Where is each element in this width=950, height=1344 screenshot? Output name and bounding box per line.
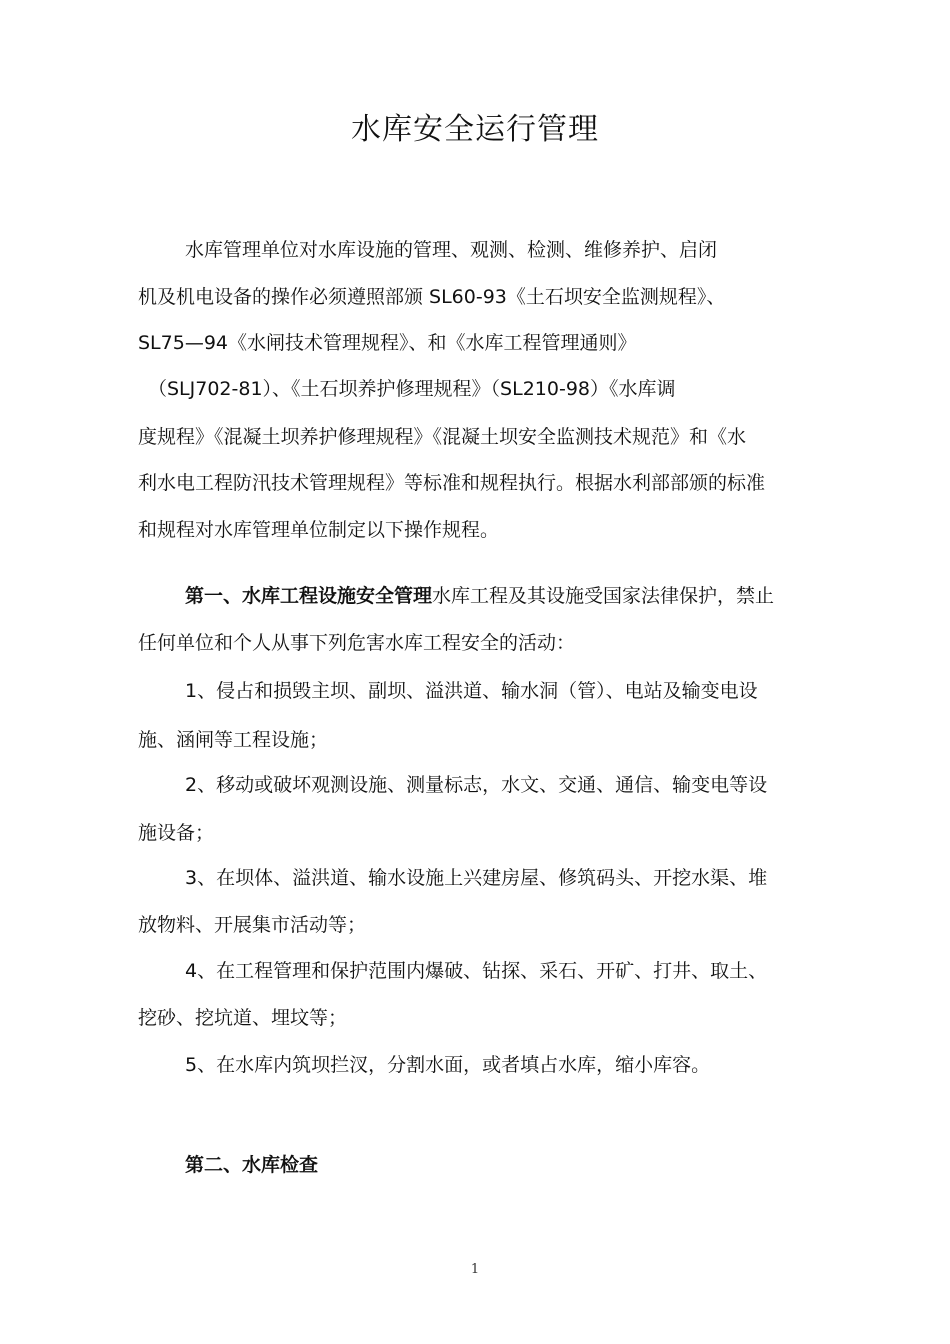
list-item-continuation: 施设备； xyxy=(138,822,215,844)
list-item-continuation: 施、涵闸等工程设施； xyxy=(138,729,329,751)
section-2-heading: 第二、水库检查 xyxy=(185,1154,319,1176)
intro-line: 机及机电设备的操作必须遵照部颁 SL60-93《土石坝安全监测规程》、 xyxy=(138,286,726,308)
section-1-heading: 第一、水库工程设施安全管理 xyxy=(185,585,433,607)
intro-line: 度规程》《混凝土坝养护修理规程》《混凝土坝安全监测技术规范》和《水 xyxy=(138,426,747,448)
section-1-first-line xyxy=(185,583,774,609)
intro-line: （SLJ702-81）、《土石坝养护修理规程》（SL210-98）《水库调 xyxy=(148,378,676,400)
intro-line: 水库管理单位对水库设施的管理、观测、检测、维修养护、启闭 xyxy=(185,239,718,261)
section-1-text: 任何单位和个人从事下列危害水库工程安全的活动： xyxy=(138,632,576,654)
page-number: 1 xyxy=(470,1262,480,1277)
list-item-continuation: 挖砂、挖坑道、埋坟等； xyxy=(138,1007,348,1029)
section-1-text: 水库工程及其设施受国家法律保护，禁止 xyxy=(432,585,775,607)
list-item: 2、移动或破坏观测设施、测量标志，水文、交通、通信、输变电等设 xyxy=(185,774,768,796)
list-item: 4、在工程管理和保护范围内爆破、钻探、采石、开矿、打井、取土、 xyxy=(185,960,768,982)
list-item: 5、在水库内筑坝拦汊，分割水面，或者填占水库，缩小库容。 xyxy=(185,1054,711,1076)
list-item-continuation: 放物料、开展集市活动等； xyxy=(138,914,367,936)
document-title: 水库安全运行管理 xyxy=(351,112,599,147)
intro-line: SL75—94《水闸技术管理规程》、和《水库工程管理通则》 xyxy=(138,332,637,354)
list-item: 1、侵占和损毁主坝、副坝、溢洪道、输水洞（管）、电站及输变电设 xyxy=(185,680,758,702)
list-item: 3、在坝体、溢洪道、输水设施上兴建房屋、修筑码头、开挖水渠、堆 xyxy=(185,867,768,889)
intro-line: 利水电工程防汛技术管理规程》等标准和规程执行。根据水利部部颁的标准 xyxy=(138,472,766,494)
intro-line: 和规程对水库管理单位制定以下操作规程。 xyxy=(138,519,500,541)
